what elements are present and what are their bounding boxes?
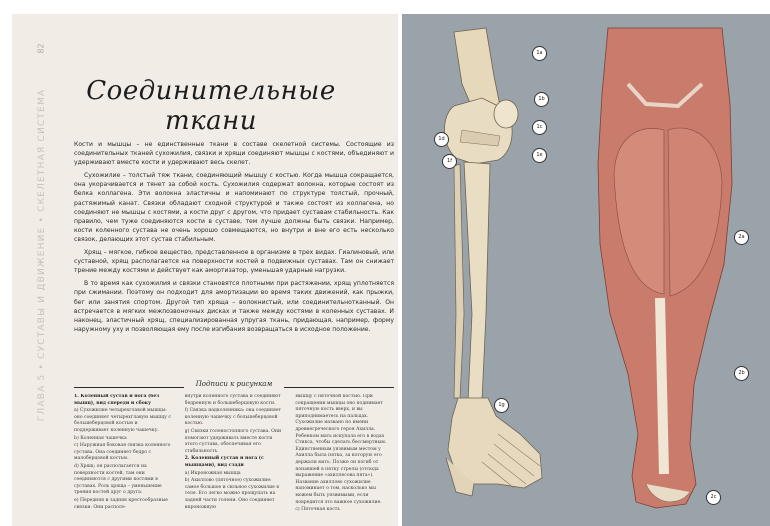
caption-text: d) Хрящ: он располагается на поверхности костей, там они соединяются с другими костями в суставах. Роль хряща – уменьшение трения костей друг о друга. [74, 463, 162, 496]
paragraph: Сухожилие – толстый тяж ткани, соединяющий мышцу с костью. Когда мышца сокращается, она укорачивается и тянет за собой кость. Сухожилия содержат волокна, которые состоят из белка коллагена. Эти волокна эластичны и напоминают по структуре толстый, прочный, растяжимый канат. Связки обладают сходной структурой и также состоят из коллагена, но соединяют не мышцы с костями, а кости друг с другом, что придает суставам стабильность. Как правило, чем туже соединяются кости в суставе, тем лучше должны быть связки. Например, кости коленного сустава не очень хорошо совмещаются, но внутри и вне его есть несколько связок, делающих этот сустав стабильным. [74, 172, 394, 243]
caption-text: a) Икроножная мышца [184, 470, 241, 476]
caption-item [74, 443, 173, 463]
caption-text: внутри коленного сустава и соединяют бедренную и большеберцовую кости. [184, 394, 281, 406]
caption-item [74, 498, 173, 511]
anatomy-illustration [402, 14, 770, 526]
callout-label: 1g [494, 398, 509, 413]
callout-label: 1a [532, 46, 547, 61]
caption-text: e) Передняя и задняя крестообразные связки. Они располо- [74, 497, 168, 510]
caption-title: 1. Коленный сустав и нога (без мышц), вид спереди и сбоку [74, 394, 160, 406]
page-title [86, 76, 336, 136]
caption-item [295, 394, 394, 506]
caption-title: 2. Коленный сустав и нога (с мышцами), вид сзади [184, 456, 264, 468]
callout-label: 1f [442, 154, 457, 169]
caption-text: b) Ахиллово (пяточное) сухожилие: самое большое и сильное сухожилие в теле. Его легко можно прощупать на задней части голени. Оно соединяет икроножную [184, 478, 279, 510]
left-page [12, 14, 398, 526]
callout-label: 2a [734, 230, 749, 245]
paragraph: Кости и мышцы – не единственные ткани в составе скелетной системы. Состоящие из соединительных тканей сухожилия, связки и хрящи соединяют мышцы с костями, объединяют и удерживают вместе кости и удерживают весь скелет. [74, 141, 394, 167]
caption-item [74, 408, 173, 434]
caption-text: c) Наружная боковая связка коленного сустава. Она соединяет бедро с малоберцовой костью. [74, 443, 171, 462]
caption-column [74, 394, 173, 524]
caption-item [185, 394, 284, 407]
callout-label: 2b [734, 366, 749, 381]
muscle-leg [598, 28, 732, 508]
captions-heading [74, 380, 394, 394]
title-line-2: ткани [164, 106, 258, 136]
caption-text: b) Коленная чашечка [74, 435, 127, 441]
caption-text: а) Сухожилие четырехглавой мышцы: оно соединяет четырехглавую мышцу с большеберцовой костью и поддерживает коленную чашечку. [74, 408, 171, 433]
right-page-illustration [402, 14, 770, 526]
callout-label: 1d [434, 132, 449, 147]
skeleton-leg [445, 28, 543, 496]
caption-column [295, 394, 394, 524]
captions [74, 394, 394, 524]
divider [284, 387, 394, 388]
caption-item [74, 464, 173, 497]
caption-text: f) Связка надколенника: она соединяет коленную чашечку с большеберцовой костью. [184, 408, 282, 427]
paragraph: В то время как сухожилия и связки становятся плотными при растяжении, хрящ уплотняется при сжимании. Поэтому он подходит для амортизации во время таких движений, как прыжки, бег или занятия спортом. Другой тип хряща – волокнистый, или соединительнотканный. Он встречается в мягких межпозвоночных дисках и также между костями в коленных суставах. И наконец, эластичный хрящ, специализированная упругая ткань, придающая, например, форму наружному уху и позволяющая ему после изгибания возвращаться в исходное положение. [74, 280, 394, 333]
callout-label: 2c [706, 490, 721, 505]
caption-item [295, 507, 394, 514]
caption-item [185, 478, 284, 511]
caption-item [185, 408, 284, 428]
running-header: ГЛАВА 5 • СУСТАВЫ И ДВИЖЕНИЕ • СКЕЛЕТНАЯ СИСТЕМА [37, 88, 47, 422]
caption-text: g) Связки голеностопного сустава. Они помогают удерживать вместе кости этого сустава, обеспечивая его стабильность. [184, 428, 282, 454]
caption-item [185, 471, 284, 478]
caption-item [185, 456, 284, 469]
callout-label: 1b [534, 92, 549, 107]
caption-text: c) Пяточная кость [295, 507, 340, 513]
title-line-1: Соединительные [86, 76, 336, 106]
callout-label: 1c [532, 120, 547, 135]
caption-item [74, 436, 173, 443]
caption-column [185, 394, 284, 524]
page-number: 82 [36, 43, 46, 54]
captions-heading-text: Подписи к рисункам [195, 380, 273, 388]
body-text [74, 140, 394, 338]
caption-item [74, 394, 173, 407]
callout-label: 1e [532, 148, 547, 163]
caption-text: мышцу с пяточной костью. При сокращении мышцы оно поднимает пяточную кость вверх, и вы приподнимаетесь на пальцах. Сухожилие названо по имени древнегреческого героя Ахилла. Ребенком мать искупала его в водах Стикса, чтобы сделать бессмертным. Единственным уязвимым местом у Ахилла была пятка, за которую его держали мать. Позже он погиб от попавшей в пятку стрелы (отсюда выражение «ахиллесова пята»). Название ахиллово сухожилие напоминает о том, насколько мы можем быть уязвимыми, если повредится это важное сухожилие. [295, 394, 387, 505]
caption-item [185, 429, 284, 455]
paragraph: Хрящ – мягкое, гибкое вещество, представленное в организме в трех видах. Гиалиновый, или суставной, хрящ располагается на поверхности костей в подвижных суставах. Там он снижает трение между костями и действует как амортизатор, уменьшая ударные нагрузки. [74, 249, 394, 275]
